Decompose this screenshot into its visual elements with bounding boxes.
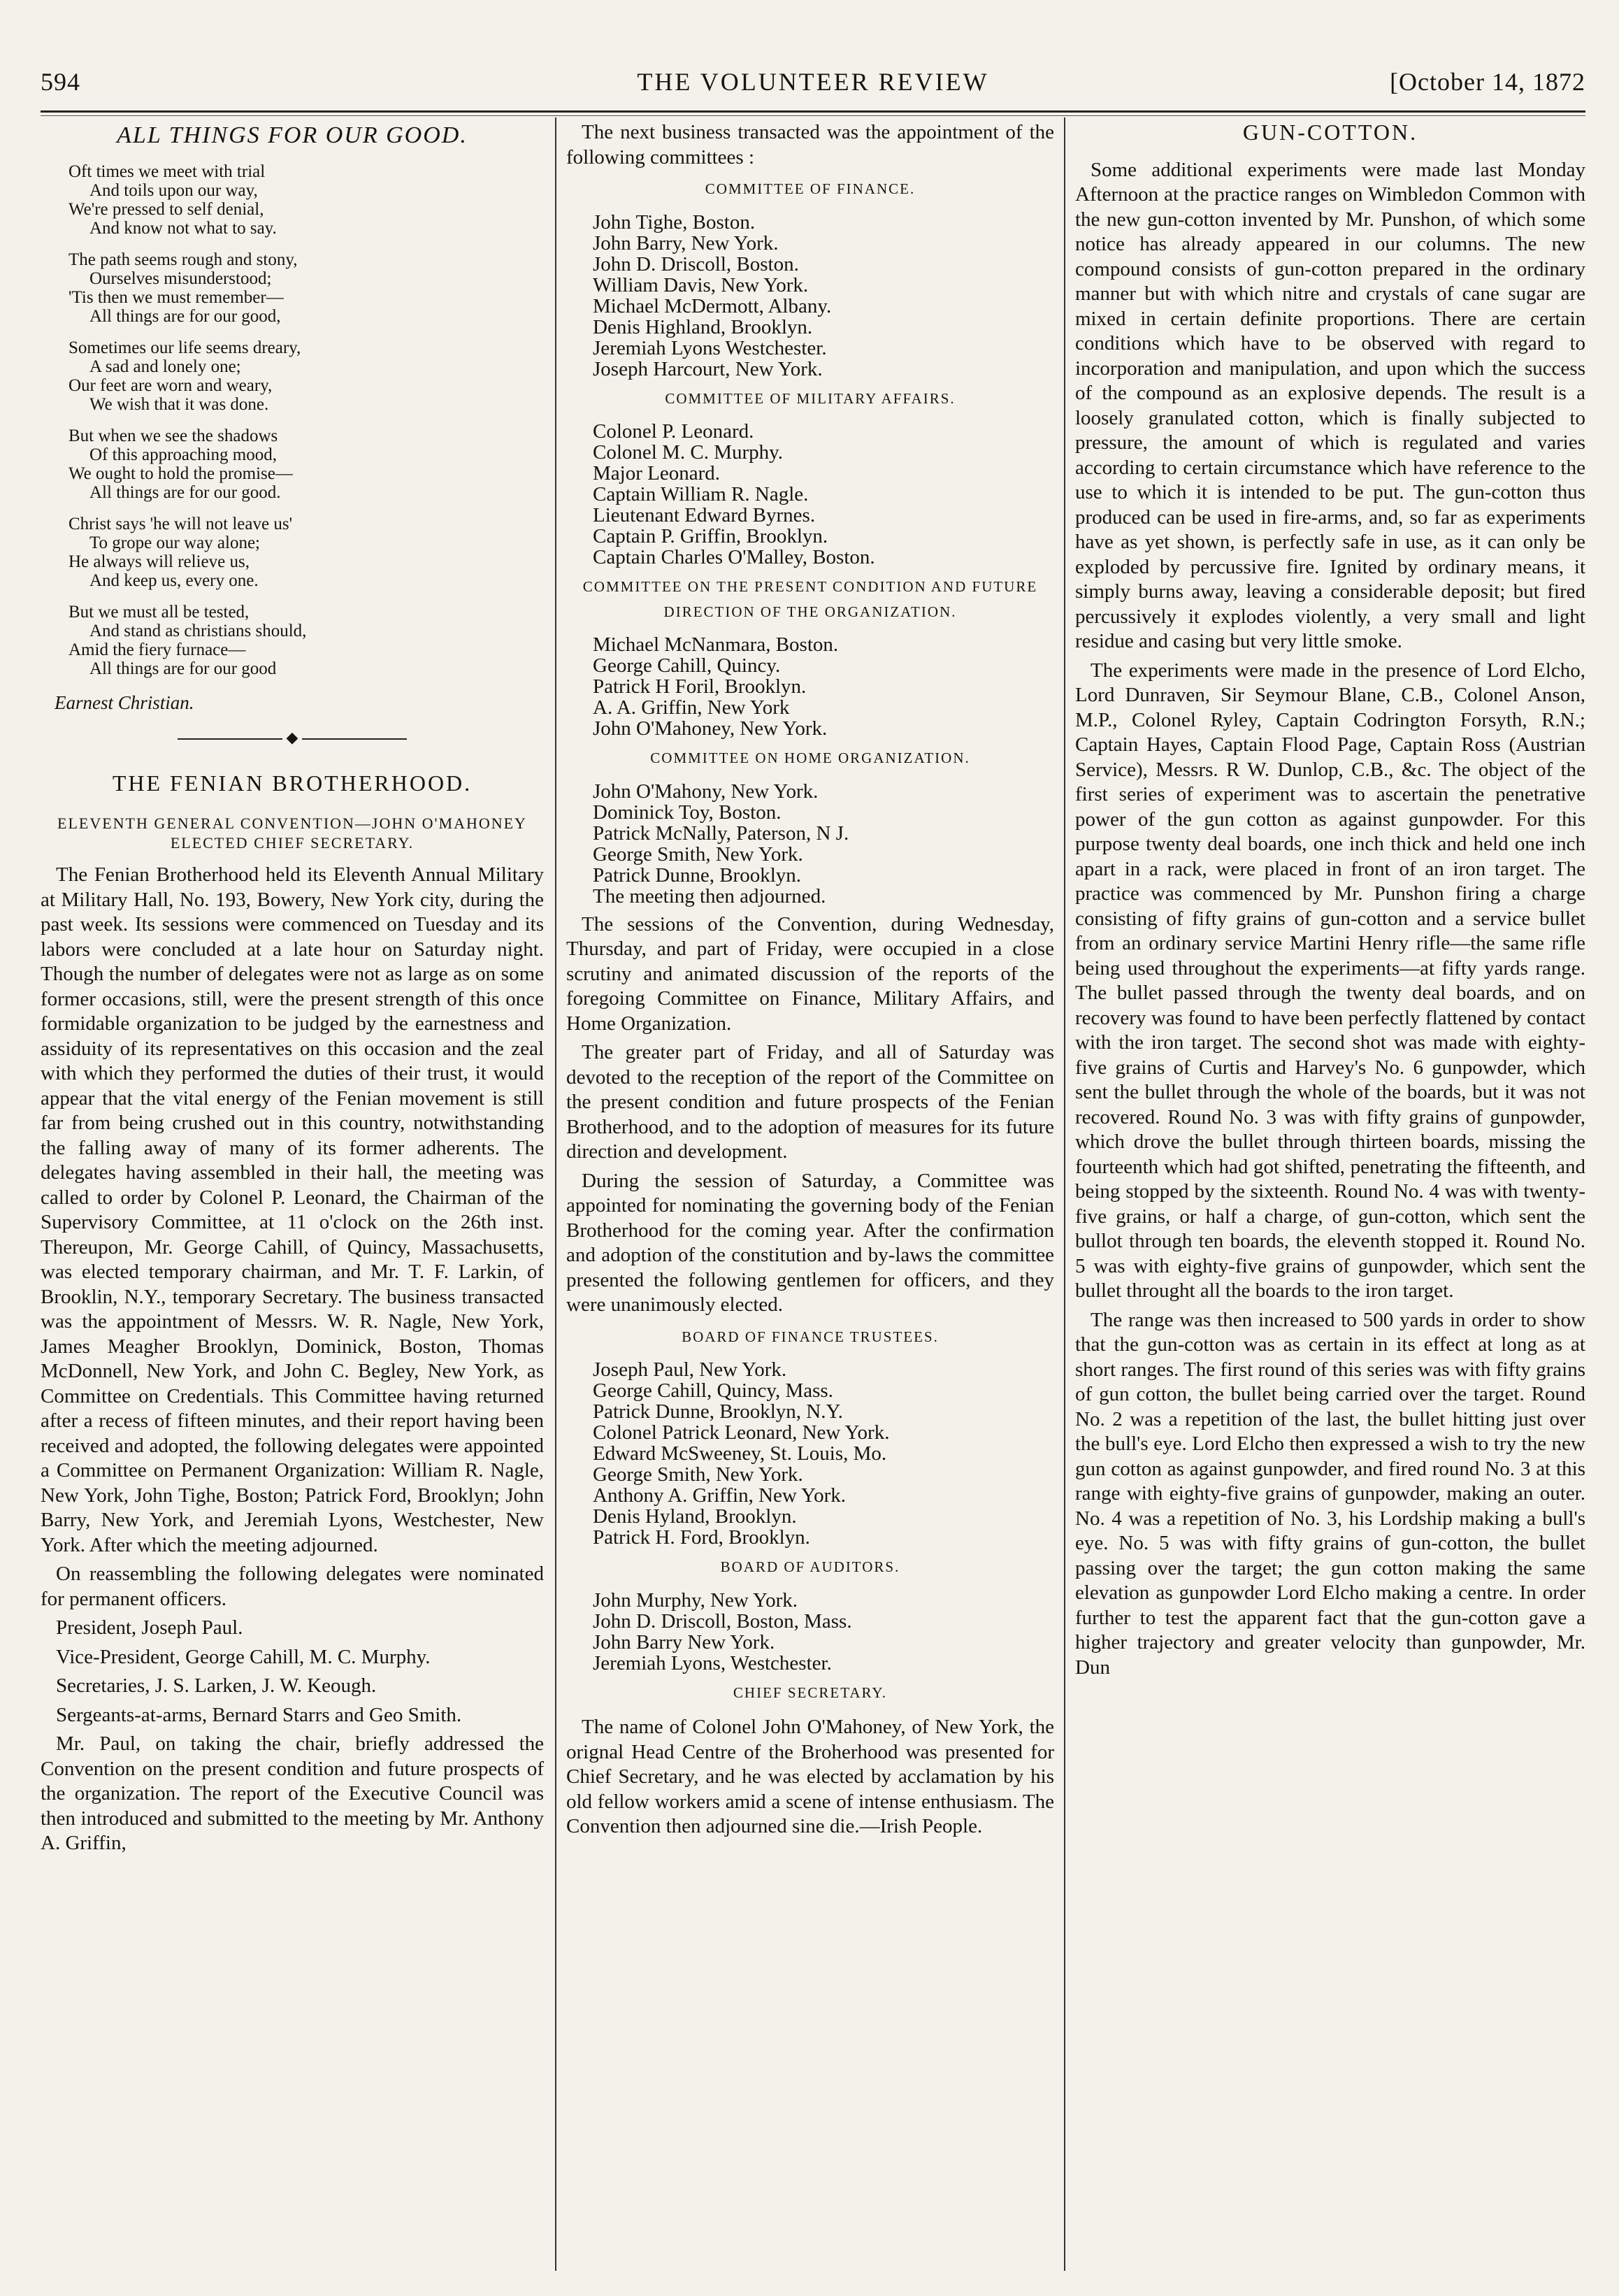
trustees-member: George Smith, New York. [593, 1463, 803, 1486]
officer-entry: Vice-President, George Cahill, M. C. Murphy. [56, 1645, 431, 1668]
home-member: George Smith, New York. [593, 842, 803, 866]
poem-line: We're pressed to self denial, [69, 199, 264, 219]
fenian-paragraph-1: The Fenian Brotherhood held its Eleventh Annual Military at Military Hall, No. 193, Bowery, New York city, during the past week. Its sessions were commenced on Tuesday and its labors were concluded at a late hour on Saturday night. Though the number of delegates were not as large as on some former occasions, still, were the present strength of this once formidable organization to be judged by the earnestness and assiduity of its representatives on this occasion and the zeal with which they performed the duties of their trust, it would appear that the vital energy of the Fenian movement is still far from being crushed out in this country, notwithstanding the falling away of many of its former adherents. The delegates having assembled in their hall, the meeting was called to order by Colonel P. Leonard, the Chairman of the Supervisory Committee, at 11 o'clock on the 26th inst. Thereupon, Mr. George Cahill, of Quincy, Massachusetts, was elected temporary chairman, and Mr. T. F. Larkin, of Brooklin, N.Y., temporary Secretary. The business transacted was the appointment of Messrs. W. R. Nagle, New York, James Meagher Brooklyn, Dominick, Boston, Thomas McDonnell, New York, and John C. Begley, New York, as Committee on Credentials. This Committee having returned after a recess of fifteen minutes, and their report having been received and adopted, the following delegates were appointed a Committee on Permanent Organization: William R. Nagle, New York, John Tighe, Boston; Patrick Ford, Brooklyn; John Barry, New York, and Jeremiah Lyons, Westchester, New York. After which the meeting adjourned. [41, 863, 544, 1556]
trustees-heading: BOARD OF FINANCE TRUSTEES. [682, 1328, 939, 1345]
condition-member: John O'Mahoney, New York. [593, 717, 828, 740]
fenian-paragraph-2: On reassembling the following delegates were nominated for permanent officers. [41, 1563, 544, 1610]
trustees-member: Anthony A. Griffin, New York. [593, 1484, 846, 1507]
friday-paragraph: The greater part of Friday, and all of Saturday was devoted to the reception of the report of the Committee on the present condition and future prospects of the Fenian Brotherhood, and to the adoption of measures for its future direction and development. [566, 1041, 1054, 1163]
home-list [593, 781, 1054, 907]
sessions-paragraph: The sessions of the Convention, during Wednesday, Thursday, and part of Friday, were occupied in a close scrutiny and animated discussion of the reports of the foregoing Committee on Finance, Military Affairs, and Home Organization. [566, 912, 1054, 1035]
poem-line: And know not what to say. [89, 218, 277, 238]
trustees-member: Joseph Paul, New York. [593, 1358, 787, 1381]
finance-member: John Barry, New York. [593, 231, 779, 254]
poem-line: 'Tis then we must remember— [69, 287, 284, 307]
poem-body [41, 162, 544, 678]
trustees-list [593, 1359, 1054, 1548]
fenian-paragraph-3: Mr. Paul, on taking the chair, briefly addressed the Convention on the present condition and future prospects of the organization. The report of the Executive Council was then introduced and submitted to the meeting by Mr. Anthony A. Griffin, [41, 1732, 544, 1854]
military-list [593, 421, 1054, 568]
condition-heading: COMMITTEE ON THE PRESENT CONDITION AND FUTURE DIRECTION OF THE ORGANIZATION. [582, 578, 1038, 620]
poem-line: But we must all be tested, [69, 602, 250, 622]
finance-member: William Davis, New York. [593, 273, 809, 296]
condition-member: George Cahill, Quincy. [593, 654, 781, 677]
finance-member: Michael McDermott, Albany. [593, 294, 832, 317]
auditors-member: John Barry New York. [593, 1630, 775, 1653]
finance-list [593, 212, 1054, 380]
publication-title: THE VOLUNTEER REVIEW [637, 68, 989, 96]
fenian-subhead: ELEVENTH GENERAL CONVENTION—JOHN O'MAHONEY ELECTED CHIEF SECRETARY. [57, 815, 527, 852]
officer-entry: Sergeants-at-arms, Bernard Starrs and Geo Smith. [56, 1703, 462, 1726]
poem-line: All things are for our good. [89, 482, 281, 502]
finance-heading: COMMITTEE OF FINANCE. [705, 180, 916, 197]
military-member: Colonel P. Leonard. [593, 420, 754, 443]
officer-entry: President, Joseph Paul. [56, 1616, 243, 1639]
issue-date: [October 14, 1872 [1390, 68, 1585, 96]
poem-line: But when we see the shadows [69, 426, 278, 445]
auditors-member: John Murphy, New York. [593, 1588, 798, 1612]
header-rule [41, 110, 1585, 113]
auditors-heading: BOARD OF AUDITORS. [720, 1558, 900, 1575]
military-heading: COMMITTEE OF MILITARY AFFAIRS. [665, 389, 956, 407]
poem-line: All things are for our good [89, 659, 277, 678]
home-member: Patrick McNally, Paterson, N J. [593, 821, 849, 845]
saturday-paragraph: During the session of Saturday, a Committee was appointed for nominating the governing body of the Fenian Brotherhood for the coming year. After the confirmation and adoption of the constitution and by-laws the committee presented the following gentlemen for officers, and they were unanimously elected. [566, 1169, 1054, 1316]
poem-line: And toils upon our way, [89, 180, 258, 200]
poem-line: Of this approaching mood, [89, 445, 278, 464]
poem-line: Amid the fiery furnace— [69, 640, 246, 659]
poem-line: Oft times we meet with trial [69, 162, 266, 181]
officer-entry: Secretaries, J. S. Larken, J. W. Keough. [56, 1674, 377, 1697]
military-member: Colonel M. C. Murphy. [593, 441, 784, 464]
fenian-article-title: THE FENIAN BROTHERHOOD. [112, 770, 473, 796]
poem-stanza [69, 426, 544, 502]
poem-line: Sometimes our life seems dreary, [69, 338, 301, 357]
finance-member: Denis Highland, Brooklyn. [593, 315, 813, 338]
poem-line: And stand as christians should, [89, 621, 307, 640]
home-member: John O'Mahony, New York. [593, 780, 819, 803]
home-member: Patrick Dunne, Brooklyn. [593, 863, 802, 887]
guncotton-paragraph-1: Some additional experiments were made last Monday Afternoon at the practice ranges on Wimbledon Common with the new gun-cotton invented by Mr. Punshon, of which some notice has already appeared in our columns. The new compound consists of gun-cotton prepared in the ordinary manner but with which nitre and crystals of cane sugar are mixed in certain definite proportions. There are certain conditions which have to be observed with regard to incorporation and manipulation, and upon which the success of the compound as an explosive depends. The result is a loosely granulated cotton, which is finally subjected to pressure, the amount of which is regulated and varies according to certain circumstance which have reference to the use to which it is intended to be put. The gun-cotton thus produced can be used in fire-arms, and, so far as experiments have as yet shown, is perfectly safe in use, as it can only be exploded by percussive fire. Ignited by ordinary means, it simply burns away, leaving a considerable deposit; but fired percussively it explodes violently, a very small and light residue and casing but very little smoke. [1075, 158, 1585, 652]
home-member: Dominick Toy, Boston. [593, 801, 782, 824]
poem-title: ALL THINGS FOR OUR GOOD. [117, 122, 468, 148]
military-member: Captain William R. Nagle. [593, 483, 809, 505]
poem-stanza [69, 338, 544, 414]
trustees-member: Patrick H. Ford, Brooklyn. [593, 1526, 810, 1549]
poem-stanza [69, 162, 544, 238]
guncotton-title: GUN-COTTON. [1242, 120, 1418, 145]
committees-intro: The next business transacted was the appointment of the following committees : [566, 121, 1054, 168]
home-member: The meeting then adjourned. [593, 884, 826, 907]
poem-line: And keep us, every one. [89, 571, 259, 590]
poem-line: Our feet are worn and weary, [69, 375, 273, 395]
poem-line: We ought to hold the promise— [69, 464, 293, 483]
trustees-member: Edward McSweeney, St. Louis, Mo. [593, 1442, 887, 1465]
officers-list [41, 1616, 544, 1728]
poem-line: Christ says 'he will not leave us' [69, 514, 293, 533]
column-1 [41, 120, 544, 2270]
military-member: Major Leonard. [593, 462, 720, 485]
poem-line: The path seems rough and stony, [69, 250, 298, 269]
condition-member: Patrick H Foril, Brooklyn. [593, 675, 807, 698]
poem-line: He always will relieve us, [69, 552, 250, 571]
auditors-list [593, 1590, 1054, 1674]
chief-heading: CHIEF SECRETARY. [733, 1684, 888, 1701]
poem-line: A sad and lonely one; [89, 357, 241, 376]
chief-paragraph: The name of Colonel John O'Mahoney, of New York, the orignal Head Centre of the Broherhood was presented for Chief Secretary, and he was elected by acclamation by his old fellow workers amid a scene of intense enthusiasm. The Convention then adjourned sine die.—Irish People. [566, 1716, 1054, 1837]
military-member: Captain Charles O'Malley, Boston. [593, 546, 875, 568]
condition-list [593, 634, 1054, 739]
section-ornament: ◆ [41, 725, 544, 750]
guncotton-paragraph-2: The experiments were made in the presence of Lord Elcho, Lord Dunraven, Sir Seymour Blane, C.B., Colonel Anson, M.P., Colonel Ryley, Captain Codrington Forsyth, R.N.; Captain Hayes, Captain Flood Page, Captain Ross (Austrian Service), Messrs. R W. Dunlop, C.B., &c. The object of the first series of experiment was to ascertain the penetrative power of the gun cotton as against gunpowder. For this purpose twenty deal boards, one inch thick and held one inch apart in a rack, were placed in front of an iron target. The practice was commenced by Mr. Punshon firing a charge consisting of fifty grains of gun-cotton and a service bullet from an ordinary service Martini Henry rifle—the same rifle being used throughout the experiments—at fifty yards range. The bullet passed through the twenty deal boards, and on recovery was found to have been perfectly flattened by contact with the iron target. The second shot was made with eighty-five grains of Curtis and Harvey's No. 6 gunpowder, which sent the bullet through the whole of the boards, but it was not recovered. Round No. 3 was with fifty grains of gunpowder, which drove the bullet through thirteen boards, missing the fourteenth which had got shifted, penetrating the fifteenth, and being stopped by the sixteenth. Round No. 4 was with twenty-five grains, or half a charge, of gun-cotton, which sent the bullot through ten boards, the eleventh stopped it. Round No. 5 was with eighty-five grains of gunpowder, which sent the bullet throught all the boards to the iron target. [1075, 659, 1585, 1302]
condition-member: A. A. Griffin, New York [593, 696, 790, 719]
poem-stanza [69, 603, 544, 678]
poem-line: All things are for our good, [89, 306, 281, 326]
trustees-member: George Cahill, Quincy, Mass. [593, 1379, 833, 1402]
auditors-member: Jeremiah Lyons, Westchester. [593, 1651, 832, 1674]
finance-member: Joseph Harcourt, New York. [593, 357, 823, 380]
poem-stanza [69, 250, 544, 326]
poem-line: To grope our way alone; [89, 533, 261, 552]
column-3 [1075, 120, 1585, 2270]
trustees-member: Denis Hyland, Brooklyn. [593, 1505, 797, 1528]
poem-line: We wish that it was done. [89, 394, 269, 414]
guncotton-paragraph-3: The range was then increased to 500 yards in order to show that the gun-cotton was as certain in its effect at long as at short ranges. The first round of this series was with fifty grains of gun cotton, the bullet being carried over the target. Round No. 2 was a repetition of the last, the bullet hitting just over the bull's eye. Lord Elcho then expressed a wish to try the new gun cotton as against gunpowder, and fired round No. 3 at this range with eighty-five grains of gunpowder, making an outer. No. 4 was a repetition of No. 3, his Lordship making a bull's eye. No. 5 was with fifty grains of gun-cotton, the bullet passing over the target; the gun cotton making the same elevation as gunpowder Lord Elcho making a centre. In order further to test the apparent fact that the gun-cotton gave a higher trajectory and greater velocity than gunpowder, Mr. Dun [1075, 1308, 1585, 1679]
poem-stanza [69, 515, 544, 590]
condition-member: Michael McNanmara, Boston. [593, 633, 839, 656]
finance-member: John Tighe, Boston. [593, 210, 756, 234]
column-rule-1 [555, 117, 556, 2271]
poem-author: Earnest Christian. [55, 691, 194, 713]
auditors-member: John D. Driscoll, Boston, Mass. [593, 1609, 852, 1633]
trustees-member: Colonel Patrick Leonard, New York. [593, 1421, 890, 1444]
column-rule-2 [1064, 117, 1065, 2271]
header-rule-thin [41, 115, 1585, 116]
page-header [41, 67, 1585, 109]
trustees-member: Patrick Dunne, Brooklyn, N.Y. [593, 1400, 843, 1423]
finance-member: Jeremiah Lyons Westchester. [593, 336, 827, 359]
home-heading: COMMITTEE ON HOME ORGANIZATION. [650, 749, 970, 766]
military-member: Lieutenant Edward Byrnes. [593, 504, 816, 526]
page-number: 594 [41, 68, 80, 96]
poem-line: Ourselves misunderstood; [89, 268, 272, 288]
finance-member: John D. Driscoll, Boston. [593, 252, 799, 275]
column-2 [566, 120, 1054, 2270]
military-member: Captain P. Griffin, Brooklyn. [593, 525, 828, 547]
